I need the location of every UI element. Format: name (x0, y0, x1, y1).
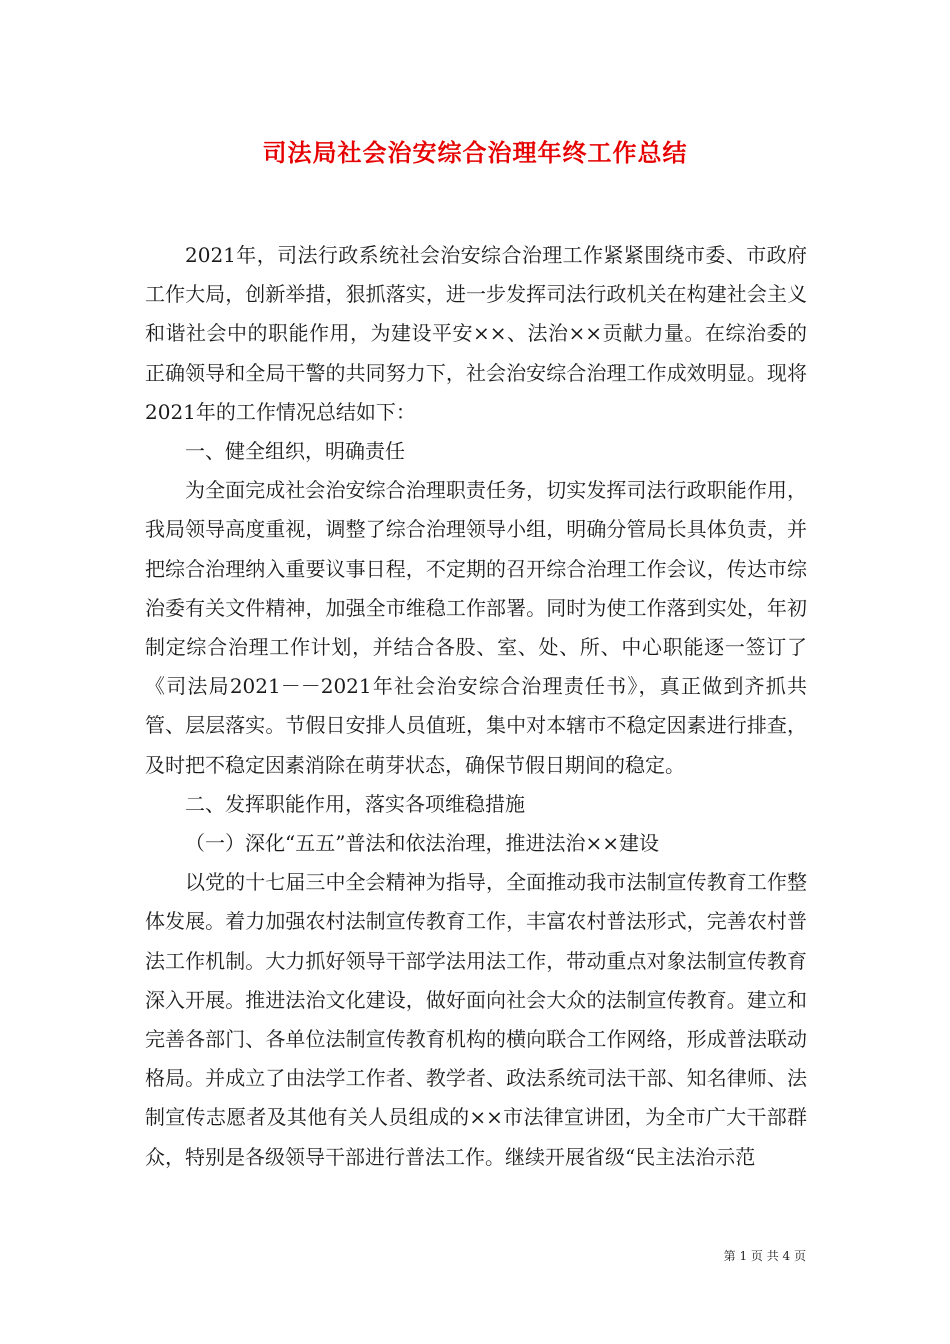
paragraph-section-1: 为全面完成社会治安综合治理职责任务，切实发挥司法行政职能作用，我局领导高度重视，调整了综合治理领导小组，明确分管局长具体负责，并把综合治理纳入重要议事日程，不定期的召开综合治理工作会议，传达市综治委有关文件精神，加强全市维稳工作部署。同时为使工作落到实处，年初制定综合治理工作计划，并结合各股、室、处、所、中心职能逐一签订了《司法局2021－－2021年社会治安综合治理责任书》，真正做到齐抓共管、层层落实。节假日安排人员值班，集中对本辖市不稳定因素进行排查，及时把不稳定因素消除在萌芽状态，确保节假日期间的稳定。 (145, 478, 807, 777)
paragraph-section-2-1: 以党的十七届三中全会精神为指导，全面推动我市法制宣传教育工作整体发展。着力加强农村法制宣传教育工作，丰富农村普法形式，完善农村普法工作机制。大力抓好领导干部学法用法工作，带动重点对象法制宣传教育深入开展。推进法治文化建设，做好面向社会大众的法制宣传教育。建立和完善各部门、各单位法制宣传教育机构的横向联合工作网络，形成普法联动格局。并成立了由法学工作者、教学者、政法系统司法干部、知名律师、法制宣传志愿者及其他有关人员组成的××市法律宣讲团，为全市广大干部群众，特别是各级领导干部进行普法工作。继续开展省级“民主法治示范 (145, 870, 807, 1169)
heading-section-2: 二、发挥职能作用，落实各项维稳措施 (185, 791, 525, 816)
subheading-section-2-1: （一）深化“五五”普法和依法治理，推进法治××建设 (185, 831, 659, 856)
heading-section-1: 一、健全组织，明确责任 (185, 439, 405, 464)
paragraph-intro: 2021年，司法行政系统社会治安综合治理工作紧紧围绕市委、市政府工作大局，创新举措，狠抓落实，进一步发挥司法行政机关在构建社会主义和谐社会中的职能作用，为建设平安××、法治××贡献力量。在综治委的正确领导和全局干警的共同努力下，社会治安综合治理工作成效明显。现将2021年的工作情况总结如下： (145, 243, 807, 424)
document-title: 司法局社会治安综合治理年终工作总结 (262, 139, 688, 167)
page-number: 第 1 页 共 4 页 (723, 1249, 806, 1263)
document-body (145, 236, 807, 1177)
